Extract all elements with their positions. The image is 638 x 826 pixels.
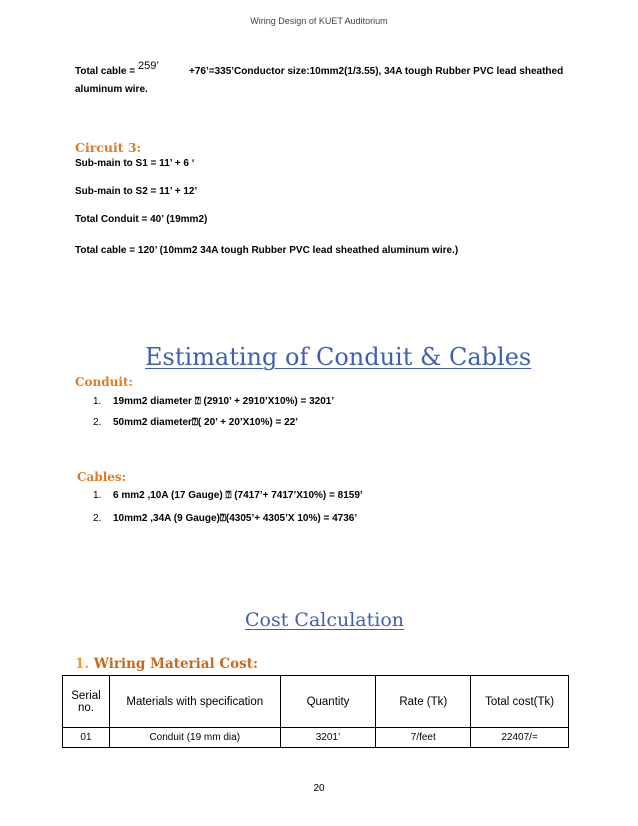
cell-rate: 7/feet: [376, 728, 471, 748]
page-number: 20: [313, 783, 325, 794]
total-cable-prefix: Total cable =: [75, 66, 136, 77]
cell-material: Conduit (19 mm dia): [109, 728, 280, 748]
col-header-total: Total cost(Tk): [471, 676, 569, 728]
col-header-serial: Serial no.: [63, 676, 110, 728]
wiring-cost-num: 1.: [75, 656, 90, 672]
circuit3-line: Sub-main to S1 = 11’ + 6 ‘: [75, 158, 195, 169]
cables-item-text: 10mm2 ,34A (9 Gauge)⍰(4305’+ 4305’X 10%) = 4736’: [113, 513, 358, 524]
cell-serial: 01: [63, 728, 110, 748]
wiring-cost-label: Wiring Material Cost:: [93, 656, 258, 672]
conduit-item: [93, 396, 334, 407]
conduit-item: [93, 417, 298, 428]
cost-table-header-row: [63, 676, 569, 728]
cables-heading: Cables:: [77, 470, 127, 484]
total-cable-rest: +76’=335’Conductor size:10mm2(1/3.55), 34A tough Rubber PVC lead sheathed: [189, 66, 564, 77]
cables-item-num: 1.: [93, 490, 102, 501]
cables-item-num: 2.: [93, 513, 102, 524]
circuit3-line: Total Conduit = 40’ (19mm2): [75, 214, 208, 225]
total-cable-line2: aluminum wire.: [75, 84, 148, 95]
col-header-quantity: Quantity: [280, 676, 376, 728]
cables-item: [93, 513, 357, 524]
conduit-item-num: 2.: [93, 417, 102, 428]
circuit3-heading: Circuit 3:: [75, 140, 142, 155]
col-header-rate: Rate (Tk): [376, 676, 471, 728]
estimating-title: Estimating of Conduit & Cables: [145, 343, 532, 371]
conduit-item-text: 19mm2 diameter ⍰ (2910’ + 2910’X10%) = 3201’: [113, 396, 335, 407]
col-header-materials: Materials with specification: [109, 676, 280, 728]
cell-quantity: 3201’: [280, 728, 376, 748]
circuit3-line: Total cable = 120’ (10mm2 34A tough Rubber PVC lead sheathed aluminum wire.): [75, 245, 459, 256]
cables-item: [93, 490, 363, 501]
conduit-item-text: 50mm2 diameter⍰( 20’ + 20’X10%) = 22’: [113, 417, 298, 428]
cell-total: 22407/=: [471, 728, 569, 748]
cables-item-text: 6 mm2 ,10A (17 Gauge) ⍰ (7417’+ 7417’X10%) = 8159’: [113, 490, 363, 501]
cost-table: [62, 675, 569, 748]
conduit-heading: Conduit:: [75, 375, 133, 389]
total-cable-line: [75, 60, 564, 77]
cost-title: Cost Calculation: [245, 609, 405, 631]
conduit-item-num: 1.: [93, 396, 102, 407]
circuit3-line: Sub-main to S2 = 11’ + 12’: [75, 186, 198, 197]
total-cable-sup: 259’: [138, 60, 159, 72]
table-row: [63, 728, 569, 748]
wiring-cost-heading: [75, 656, 258, 672]
running-header: Wiring Design of KUET Auditorium: [250, 16, 388, 26]
